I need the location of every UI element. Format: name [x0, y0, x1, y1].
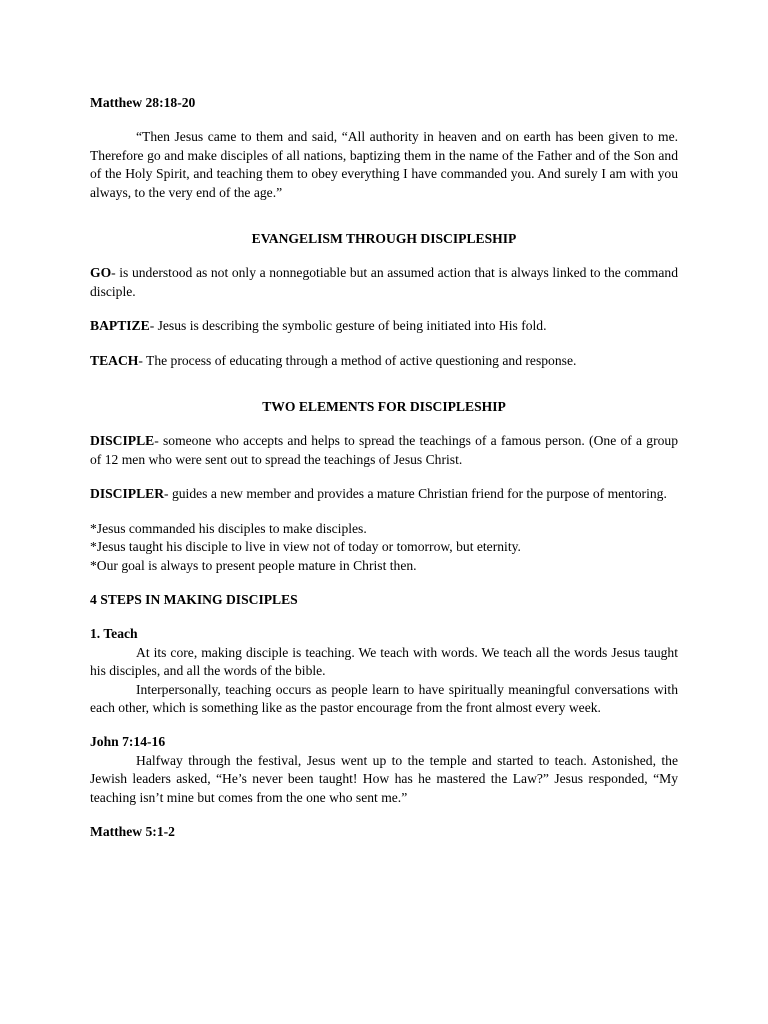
term-teach: TEACH	[90, 352, 139, 368]
step-title-teach: 1. Teach	[90, 626, 138, 642]
term-discipler: DISCIPLER	[90, 486, 165, 502]
bullet-item: *Jesus commanded his disciples to make disciples.	[90, 520, 367, 536]
definition-discipler-text: - guides a new member and provides a mature Christian friend for the purpose of mentoring.	[164, 486, 667, 502]
definition-disciple-text: - someone who accepts and helps to spread the teachings of a famous person. (One of a group of 12 men who were sent out to spread the teachings of Jesus Christ.	[90, 433, 678, 467]
definition-go	[90, 264, 678, 301]
definition-baptize-text: - Jesus is describing the symbolic gesture of being initiated into His fold.	[149, 318, 547, 334]
heading-two-elements: TWO ELEMENTS FOR DISCIPLESHIP	[262, 399, 506, 415]
verse-reference-john-7: John 7:14-16	[90, 734, 166, 750]
verse-text-john-7: Halfway through the festival, Jesus went up to the temple and started to teach. Astonished, the Jewish leaders asked, “He’s never been taught! How has he mastered the Law?” Jesus responded, “My teaching isn’t mine but comes from the one who sent me.”	[90, 752, 678, 805]
term-baptize: BAPTIZE	[90, 318, 150, 334]
definition-go-text: - is understood as not only a nonnegotiable but an assumed action that is always linked to the command disciple.	[90, 265, 678, 299]
step-teach-paragraph-1: At its core, making disciple is teaching. We teach with words. We teach all the words Jesus taught his disciples, and all the words of the bible.	[90, 644, 678, 679]
document-page	[90, 94, 678, 841]
term-disciple: DISCIPLE	[90, 433, 155, 449]
verse-reference-matthew-28: Matthew 28:18-20	[90, 95, 196, 110]
verse-text-matthew-28: “Then Jesus came to them and said, “All authority in heaven and on earth has been given to me. Therefore go and make disciples of all nations, baptizing them in the name of the Father and of the Son and of the Holy Spirit, and teaching them to obey everything I have commanded you. And surely I am with you always, to the very end of the age.”	[90, 129, 678, 200]
definition-disciple	[90, 432, 678, 469]
definition-discipler	[90, 485, 678, 503]
definition-baptize	[90, 317, 678, 335]
bullet-item: *Jesus taught his disciple to live in view not of today or tomorrow, but eternity.	[90, 539, 521, 555]
definition-teach	[90, 352, 678, 370]
bullet-item: *Our goal is always to present people mature in Christ then.	[90, 557, 417, 573]
heading-four-steps: 4 STEPS IN MAKING DISCIPLES	[90, 591, 298, 607]
definition-teach-text: - The process of educating through a method of active questioning and response.	[138, 352, 577, 368]
step-teach-paragraph-2: Interpersonally, teaching occurs as people learn to have spiritually meaningful conversations with each other, which is something like as the pastor encourage from the front almost every week.	[90, 681, 678, 715]
heading-evangelism: EVANGELISM THROUGH DISCIPLESHIP	[251, 231, 517, 247]
term-go: GO	[90, 265, 112, 281]
verse-reference-matthew-5: Matthew 5:1-2	[90, 823, 175, 839]
